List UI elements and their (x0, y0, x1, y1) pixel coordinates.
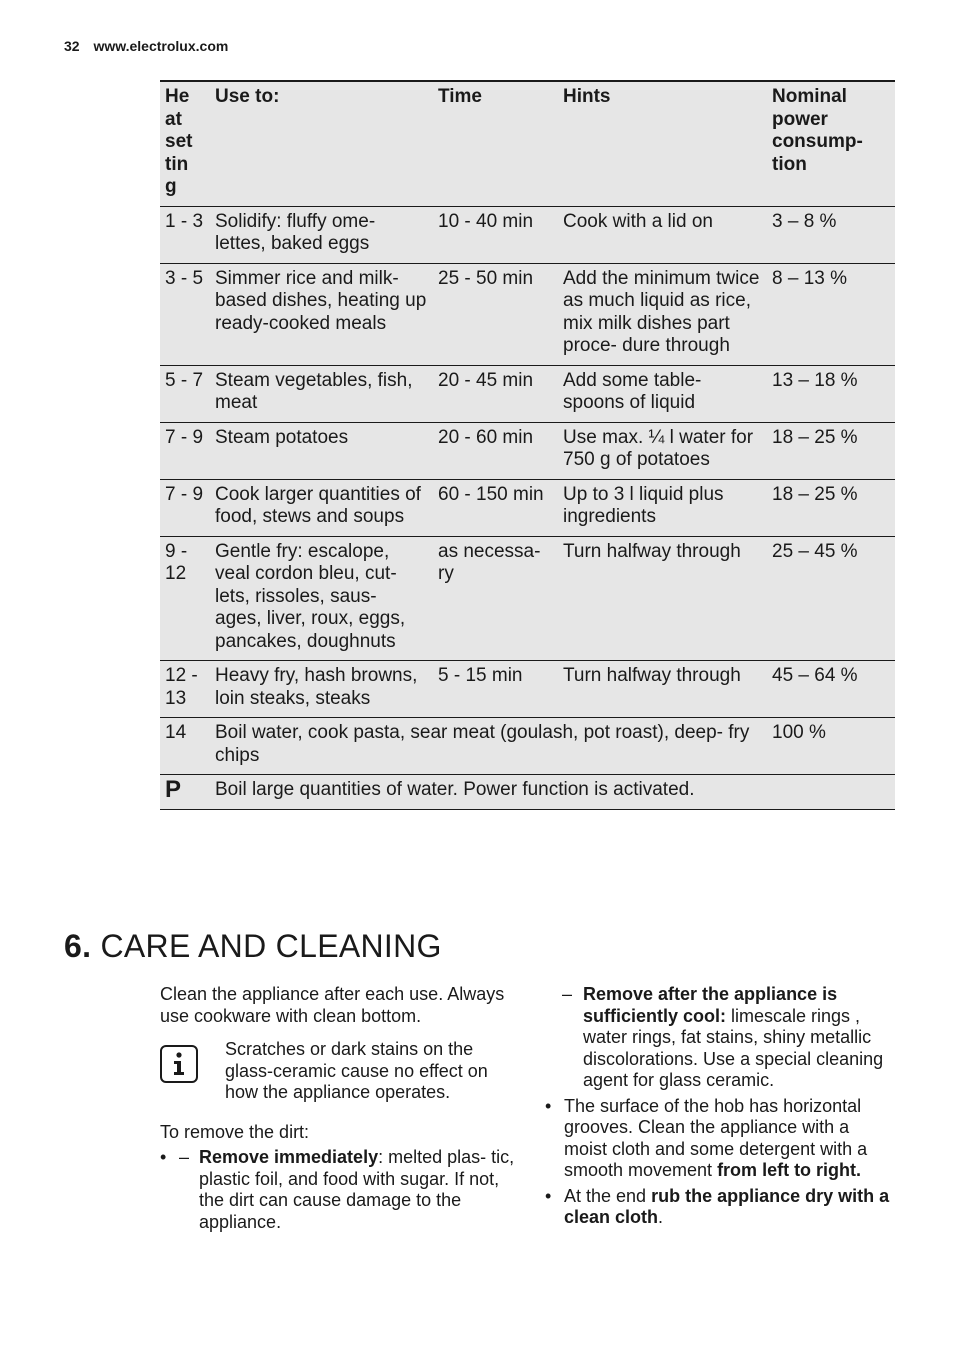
cell-power: 3 – 8 % (772, 210, 837, 232)
cell-setting: 1 - 3 (165, 210, 204, 232)
cell-use: Steam potatoes (215, 426, 349, 448)
col-use-to: Use to: (215, 86, 280, 107)
cell-hints: Cook with a lid on (563, 210, 713, 232)
table-row (160, 536, 895, 661)
list-item (160, 1147, 515, 1233)
item-bold: Remove after the appliance is sufficiently cool: (583, 984, 838, 1026)
table-row (160, 263, 895, 365)
cell-use: Simmer rice and milk- based dishes, heating up ready-cooked meals (215, 267, 427, 334)
info-icon (160, 1045, 198, 1083)
intro-text: Clean the appliance after each use. Always use cookware with clean bottom. (160, 984, 505, 1026)
cell-hints: Turn halfway through (563, 665, 741, 686)
page-header (64, 38, 228, 54)
table-row (160, 422, 895, 479)
dash: – (562, 984, 573, 1004)
cell-time: 5 - 15 min (438, 665, 523, 686)
cell-power: 13 – 18 % (772, 369, 858, 391)
table-row (160, 206, 895, 263)
table-header-row (160, 81, 895, 206)
col-time: Time (438, 86, 483, 107)
item-text: At the end (564, 1185, 652, 1206)
cell-use: Steam vegetables, fish, meat (215, 369, 413, 413)
cell-setting: 5 - 7 (165, 369, 204, 391)
cell-power: 25 – 45 % (772, 540, 858, 562)
cell-setting: 7 - 9 (165, 483, 204, 505)
cell-setting: 14 (165, 722, 187, 743)
cell-time: 25 - 50 min (438, 267, 534, 289)
table-row (160, 365, 895, 422)
section-heading (64, 928, 442, 965)
item-end: . (658, 1207, 664, 1227)
cell-setting: 12 - 13 (165, 665, 198, 709)
cell-setting: 9 - 12 (165, 540, 188, 584)
right-column (545, 984, 897, 1229)
cell-time: as necessa- ry (438, 540, 541, 584)
cell-power: 18 – 25 % (772, 426, 858, 448)
table-row (160, 775, 895, 810)
item-text: The surface of the hob has horizontal grooves. Clean the appliance with a moist cloth and some detergent with a smooth movement (564, 1095, 868, 1180)
col-heat-setting: He at set tin g (165, 86, 193, 197)
item-bold: from left to right. (717, 1160, 862, 1180)
cell-hints: Add the minimum twice as much liquid as rice, mix milk dishes part proce- dure through (563, 267, 760, 356)
cell-setting: 7 - 9 (165, 426, 204, 448)
table-row (160, 661, 895, 718)
section-number: 6. (64, 928, 92, 964)
item-text: : melted plas- tic, plastic foil, and food with sugar. If not, the dirt can cause damage to the appliance. (199, 1147, 515, 1232)
cell-time: 20 - 60 min (438, 426, 534, 448)
cell-hints: Use max. ¼ l water for 750 g of potatoes (563, 426, 754, 470)
table-row (160, 718, 895, 775)
table-row (160, 479, 895, 536)
info-text: Scratches or dark stains on the glass-ceramic cause no effect on how the appliance operates. (225, 1039, 488, 1102)
list-item (545, 1096, 897, 1182)
cell-power: 8 – 13 % (772, 267, 847, 289)
col-hints: Hints (563, 86, 611, 107)
page-number: 32 (64, 38, 80, 54)
heat-setting-table (160, 80, 895, 810)
info-note (160, 1039, 515, 1104)
cell-use: Gentle fry: escalope, veal cordon bleu, cut- lets, rissoles, saus- ages, liver, roux, eggs, pancakes, doughnuts (215, 540, 406, 652)
col-power: Nominal power consump- tion (772, 86, 863, 175)
bullet: • (545, 1185, 552, 1206)
dash: – (179, 1147, 190, 1167)
item-bold: Remove immediately (199, 1147, 379, 1167)
cell-power: 18 – 25 % (772, 483, 858, 505)
item-bold: rub the appliance dry with a clean cloth (564, 1185, 890, 1227)
left-column (160, 984, 515, 1233)
list-item (562, 984, 897, 1092)
cell-use: Cook larger quantities of food, stews and soups (215, 483, 421, 527)
cell-setting: 3 - 5 (165, 267, 204, 289)
section-title: CARE AND CLEANING (100, 928, 442, 964)
bullet: • (160, 1147, 167, 1167)
cell-use: Boil water, cook pasta, sear meat (goulash, pot roast), deep- fry chips (215, 722, 750, 766)
cell-hints: Add some table- spoons of liquid (563, 369, 702, 413)
website-url: www.electrolux.com (93, 38, 229, 54)
cell-power: 45 – 64 % (772, 665, 858, 686)
cell-time: 10 - 40 min (438, 210, 534, 232)
cell-use: Heavy fry, hash browns, loin steaks, steaks (215, 665, 418, 709)
cell-use: Solidify: fluffy ome- lettes, baked eggs (215, 210, 376, 254)
power-function-symbol: P (165, 776, 182, 803)
list-item (545, 1186, 897, 1229)
bullet: • (545, 1095, 552, 1116)
cell-use: Boil large quantities of water. Power function is activated. (215, 779, 695, 800)
cell-time: 20 - 45 min (438, 369, 534, 391)
dirt-intro: To remove the dirt: (160, 1121, 310, 1142)
cell-power: 100 % (772, 722, 826, 743)
cell-hints: Up to 3 l liquid plus ingredients (563, 483, 724, 527)
cell-time: 60 - 150 min (438, 483, 544, 505)
item-text: limescale rings , water rings, fat stains, shiny metallic discolorations. Use a special cleaning agent for glass ceramic. (583, 1005, 884, 1090)
cell-hints: Turn halfway through (563, 540, 741, 562)
